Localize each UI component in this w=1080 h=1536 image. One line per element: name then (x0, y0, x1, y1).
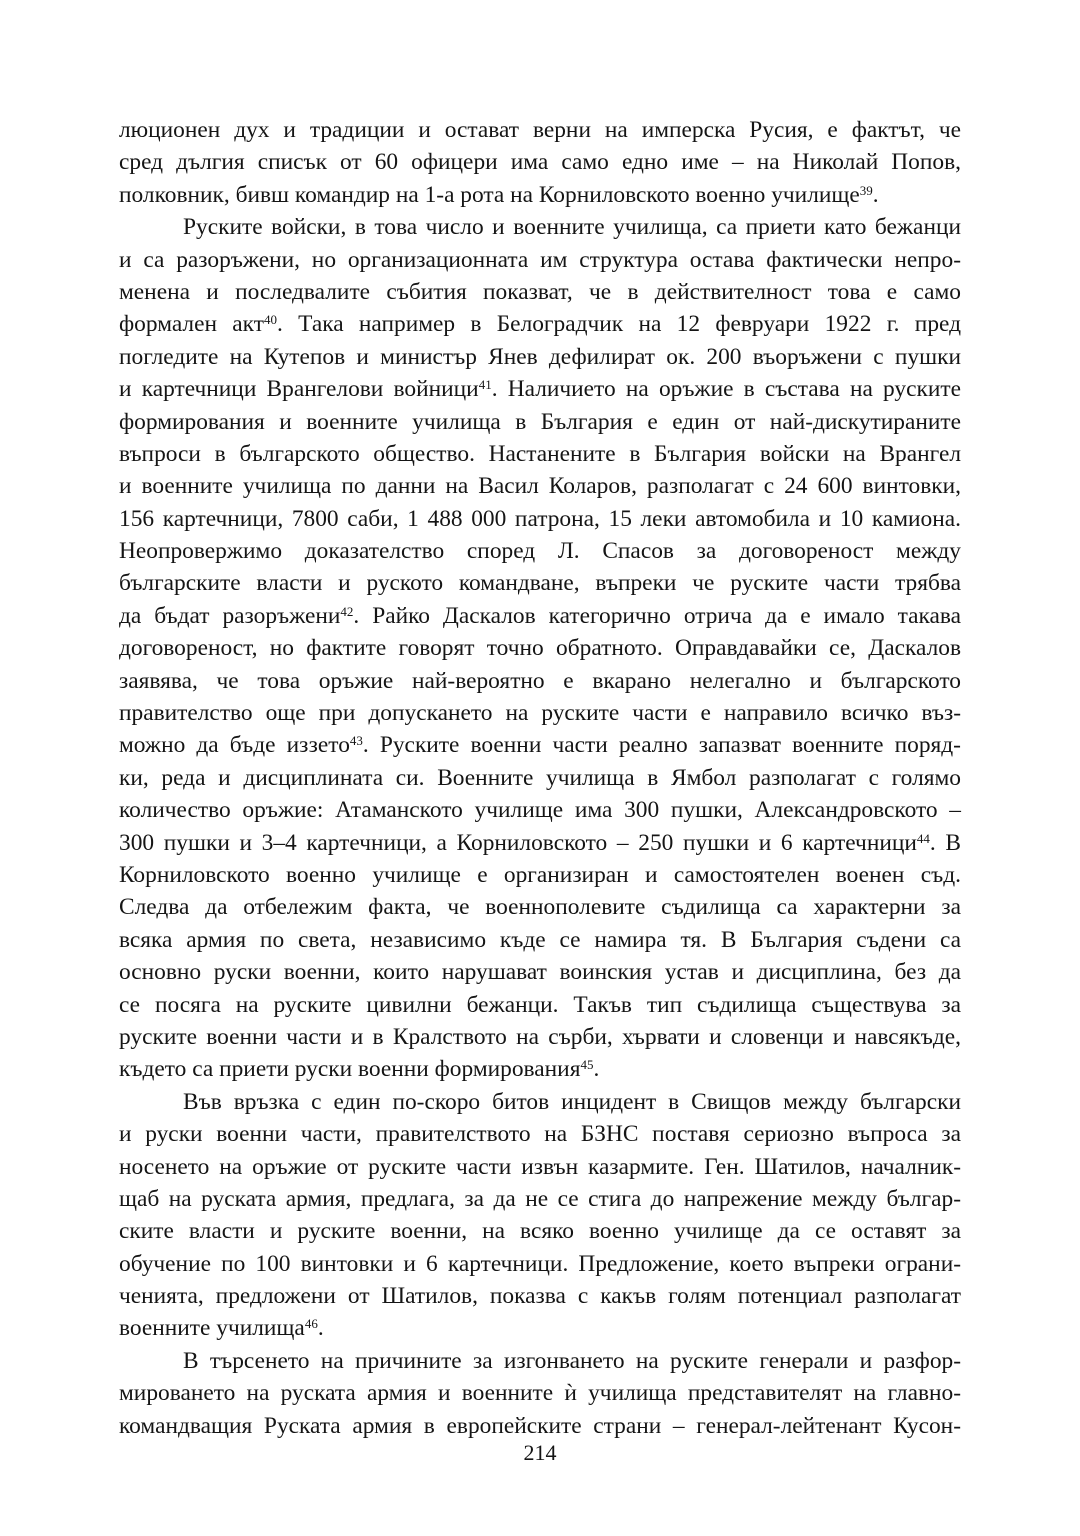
line-text: обучение по 100 винтовки и 6 картечници. Предложение, което въпреки ограни- (119, 1250, 961, 1277)
line-text: носенето на оръжие от руските части извън казармите. Ген. Шатилов, началник- (119, 1153, 961, 1180)
line-text: командващия Руската армия в европейските страни – генерал-лейтенант Кусон- (119, 1412, 961, 1439)
text-line (119, 729, 961, 761)
line-text-tail: . (593, 1056, 600, 1083)
line-text: Следва да отбележим факта, че военнополевите съдилища са характерни за (119, 894, 961, 921)
paragraph (119, 211, 961, 1086)
line-text: правителство още при допускането на руските части е направило всичко въз- (119, 700, 961, 727)
footnote-ref: 42 (340, 603, 354, 619)
text-line (119, 989, 961, 1021)
text-line (119, 1410, 961, 1442)
line-text: договореност, но фактите говорят точно обратното. Оправдавайки се, Даскалов (119, 635, 961, 662)
footnote-ref: 39 (859, 182, 873, 198)
line-text-tail: . Райко Даскалов категорично отрича да е имало такава (353, 602, 962, 629)
text-line (119, 244, 961, 276)
text-line (119, 1021, 961, 1053)
line-text: военните училища (119, 1315, 305, 1342)
line-text: 156 картечници, 7800 саби, 1 488 000 патрона, 15 леки автомобила и 10 камиона. (119, 505, 961, 532)
text-line (119, 1345, 961, 1377)
line-text: Неопровержимо доказателство според Л. Спасов за договореност между (119, 538, 961, 565)
text-line (119, 891, 961, 923)
line-text: българските власти и руското командване, въпреки че руските части трябва (119, 570, 961, 597)
line-text: заявява, че това оръжие най-вероятно е вкарано нелегално и българското (119, 667, 961, 694)
text-line (119, 535, 961, 567)
text-line (119, 1280, 961, 1312)
line-text: мироването на руската армия и военните ѝ училища представителят на главно- (119, 1380, 961, 1407)
footnote-ref: 43 (349, 733, 363, 749)
line-text: Руските войски, в това число и военните училища, са приети като бежанци (183, 214, 961, 241)
line-text: въпроси в българското общество. Настанените в България войски на Врангел (119, 440, 961, 467)
text-line (119, 1151, 961, 1183)
text-line (119, 1377, 961, 1409)
paragraph (119, 1086, 961, 1345)
line-text: полковник, бивш командир на 1-а рота на Корниловското военно училище (119, 181, 860, 208)
line-text: основно руски военни, които нарушават воинския устав и дисциплина, без да (119, 959, 961, 986)
line-text: погледите на Кутепов и министър Янев дефилират ок. 200 въоръжени с пушки (119, 343, 961, 370)
line-text: руските военни части и в Кралството на сърби, хървати и словенци и навсякъде, (119, 1023, 961, 1050)
line-text-tail: . (317, 1315, 324, 1342)
text-line (119, 211, 961, 243)
line-text: В търсенето на причините за изгонването на руските генерали и разфор- (183, 1347, 961, 1374)
text-line (119, 146, 961, 178)
text-line (119, 827, 961, 859)
text-line (119, 503, 961, 535)
text-line (119, 1248, 961, 1280)
page-number: 214 (523, 1440, 557, 1465)
text-line (119, 179, 961, 211)
line-text: можно да бъде иззето (119, 732, 350, 759)
text-line (119, 438, 961, 470)
line-text: формирования и военните училища в България е един от най-дискутираните (119, 408, 961, 435)
line-text: и картечници Врангелови войници (119, 376, 479, 403)
body-text (119, 114, 961, 1442)
text-line (119, 276, 961, 308)
line-text: люционен дух и традиции и остават верни на имперска Русия, е фактът, че (119, 117, 961, 143)
text-line (119, 794, 961, 826)
text-line (119, 632, 961, 664)
paragraph (119, 1345, 961, 1442)
text-line (119, 1053, 961, 1085)
text-line (119, 924, 961, 956)
text-line (119, 470, 961, 502)
text-line (119, 1215, 961, 1247)
footnote-ref: 44 (916, 830, 930, 846)
line-text: всяка армия по света, независимо къде се намира тя. В България съдени са (119, 926, 961, 953)
line-text-tail: . Така например в Белоградчик на 12 февруари 1922 г. пред (276, 311, 961, 338)
line-text: се посяга на руските цивилни бежанци. Такъв тип съдилища съществува за (119, 991, 961, 1018)
line-text: ските власти и руските военни, на всяко военно училище да се оставят за (119, 1218, 961, 1245)
text-line (119, 956, 961, 988)
text-line (119, 1086, 961, 1118)
line-text: ки, реда и дисциплината си. Военните училища в Ямбол разполагат с голямо (119, 764, 961, 791)
line-text: формален акт (119, 311, 264, 338)
line-text: щаб на руската армия, предлага, за да не се стига до напрежение между българ- (119, 1185, 961, 1212)
footnote-ref: 46 (304, 1316, 318, 1332)
text-line (119, 308, 961, 340)
text-line (119, 373, 961, 405)
footnote-ref: 41 (478, 376, 492, 392)
text-line (119, 697, 961, 729)
line-text: менена и последвалите събития показват, че в действителност това е само (119, 278, 961, 305)
text-line (119, 114, 961, 146)
line-text: количество оръжие: Атаманското училище има 300 пушки, Александровското – (119, 797, 961, 824)
line-text: да бъдат разоръжени (119, 602, 341, 629)
text-line (119, 859, 961, 891)
line-text: ченията, предложени от Шатилов, показва с какъв голям потенциал разполагат (119, 1283, 961, 1310)
footnote-ref: 40 (263, 312, 277, 328)
line-text: Във връзка с един по-скоро битов инцидент в Свищов между български (183, 1088, 961, 1115)
line-text-tail: . В (929, 829, 961, 856)
text-line (119, 406, 961, 438)
line-text-tail: . Наличието на оръжие в състава на руските (491, 376, 962, 403)
line-text: Корниловското военно училище е организиран и самостоятелен военен съд. (119, 861, 961, 888)
text-line (119, 762, 961, 794)
line-text: и военните училища по данни на Васил Коларов, разполагат с 24 600 винтовки, (119, 473, 961, 500)
text-line (119, 341, 961, 373)
line-text-tail: . (872, 181, 879, 208)
paragraph (119, 114, 961, 211)
line-text: 300 пушки и 3–4 картечници, а Корниловското – 250 пушки и 6 картечници (119, 829, 917, 856)
text-line (119, 600, 961, 632)
text-line (119, 1183, 961, 1215)
line-text-tail: . Руските военни части реално запазват военните поряд- (362, 732, 961, 759)
text-line (119, 665, 961, 697)
line-text: и са разоръжени, но организационната им структура остава фактически непро- (119, 246, 961, 273)
text-line (119, 1118, 961, 1150)
text-line (119, 1312, 961, 1344)
text-line (119, 567, 961, 599)
line-text: където са приети руски военни формирования (119, 1056, 581, 1083)
line-text: и руски военни части, правителството на БЗНС поставя сериозно въпроса за (119, 1121, 961, 1148)
line-text: сред дългия списък от 60 офицери има само едно име – на Николай Попов, (119, 149, 961, 176)
footnote-ref: 45 (580, 1057, 594, 1073)
